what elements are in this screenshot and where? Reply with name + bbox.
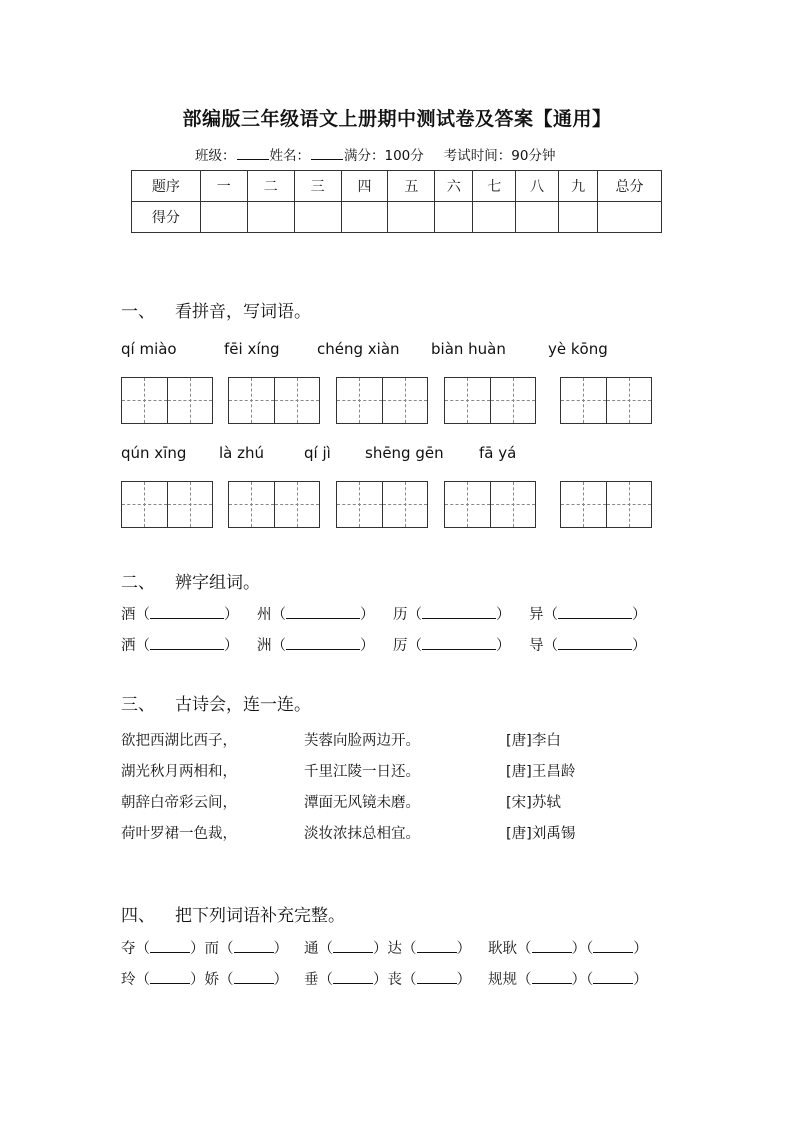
idiom-char: 而 bbox=[204, 941, 219, 957]
section-title: 古诗会，连一连。 bbox=[175, 695, 311, 715]
char-item: 历（ ） bbox=[393, 607, 511, 623]
score-cell[interactable] bbox=[598, 202, 662, 233]
poem-author[interactable]: [宋]苏轼 bbox=[506, 795, 561, 811]
section-title: 辨字组词。 bbox=[175, 573, 260, 593]
exam-time: 考试时间：90分钟 bbox=[443, 148, 556, 164]
score-header-cell: 五 bbox=[388, 171, 435, 202]
char: 酒 bbox=[121, 607, 136, 623]
poem-line-second[interactable]: 淡妆浓抹总相宜。 bbox=[304, 826, 420, 842]
score-cell[interactable] bbox=[388, 202, 435, 233]
section-3-heading bbox=[121, 690, 311, 715]
score-cell[interactable] bbox=[341, 202, 388, 233]
exam-meta bbox=[195, 144, 555, 164]
pinyin-item: là zhú bbox=[219, 444, 265, 462]
section-number: 四、 bbox=[121, 906, 155, 926]
answer-blank[interactable] bbox=[150, 636, 224, 650]
score-header-cell: 一 bbox=[200, 171, 247, 202]
writing-grid[interactable] bbox=[336, 481, 428, 528]
answer-blank[interactable] bbox=[286, 605, 360, 619]
pinyin-item: biàn huàn bbox=[431, 340, 506, 358]
answer-blank[interactable] bbox=[593, 939, 633, 953]
char-item: 洲（ ） bbox=[257, 638, 375, 654]
idiom-char: 玲 bbox=[121, 972, 136, 988]
idiom-char: 通 bbox=[304, 941, 319, 957]
answer-blank[interactable] bbox=[422, 605, 496, 619]
idiom-item: 通（ ）达（ ） bbox=[304, 941, 471, 957]
section-2-heading bbox=[121, 568, 260, 593]
char-item: 洒（ ） bbox=[121, 638, 239, 654]
score-header-row bbox=[132, 171, 662, 202]
answer-blank[interactable] bbox=[333, 939, 373, 953]
score-table bbox=[131, 170, 662, 233]
idiom-char: 达 bbox=[387, 941, 402, 957]
poem-author[interactable]: [唐]刘禹锡 bbox=[506, 826, 576, 842]
idiom-char: 耿耿 bbox=[488, 941, 517, 957]
score-cell[interactable] bbox=[516, 202, 559, 233]
score-header-cell: 总分 bbox=[598, 171, 662, 202]
idiom-char: 丧 bbox=[387, 972, 402, 988]
answer-blank[interactable] bbox=[234, 970, 274, 984]
idiom-item: 垂（ ）丧（ ） bbox=[304, 972, 471, 988]
answer-blank[interactable] bbox=[532, 970, 572, 984]
idiom-item: 玲（ ）娇（ ） bbox=[121, 972, 288, 988]
class-label: 班级： bbox=[195, 148, 236, 164]
score-header-cell: 九 bbox=[559, 171, 598, 202]
name-blank[interactable] bbox=[311, 147, 343, 160]
name-label: 姓名： bbox=[269, 148, 310, 164]
full-score: 满分：100分 bbox=[344, 148, 424, 164]
idiom-char: 规规 bbox=[488, 972, 517, 988]
poem-line-first[interactable]: 欲把西湖比西子， bbox=[121, 733, 237, 749]
answer-blank[interactable] bbox=[234, 939, 274, 953]
score-header-cell: 七 bbox=[473, 171, 516, 202]
pinyin-item: fā yá bbox=[479, 444, 517, 462]
answer-blank[interactable] bbox=[532, 939, 572, 953]
score-row bbox=[132, 202, 662, 233]
char: 州 bbox=[257, 607, 272, 623]
char-item: 酒（ ） bbox=[121, 607, 239, 623]
answer-blank[interactable] bbox=[417, 970, 457, 984]
answer-blank[interactable] bbox=[558, 636, 632, 650]
answer-blank[interactable] bbox=[593, 970, 633, 984]
poem-line-first[interactable]: 朝辞白帝彩云间， bbox=[121, 795, 237, 811]
answer-blank[interactable] bbox=[422, 636, 496, 650]
writing-grid[interactable] bbox=[444, 377, 536, 424]
poem-author[interactable]: [唐]王昌龄 bbox=[506, 764, 576, 780]
score-header-cell: 三 bbox=[294, 171, 341, 202]
score-cell[interactable] bbox=[294, 202, 341, 233]
pinyin-item: shēng gēn bbox=[365, 444, 444, 462]
answer-blank[interactable] bbox=[286, 636, 360, 650]
score-cell[interactable] bbox=[435, 202, 473, 233]
writing-grid[interactable] bbox=[444, 481, 536, 528]
score-cell[interactable] bbox=[247, 202, 294, 233]
score-row-label: 得分 bbox=[132, 202, 201, 233]
char-item: 州（ ） bbox=[257, 607, 375, 623]
answer-blank[interactable] bbox=[150, 939, 190, 953]
poem-line-second[interactable]: 芙蓉向脸两边开。 bbox=[304, 733, 420, 749]
page-title: 部编版三年级语文上册期中测试卷及答案【通用】 bbox=[182, 108, 612, 130]
idiom-item: 夺（ ）而（ ） bbox=[121, 941, 288, 957]
section-title: 看拼音，写词语。 bbox=[175, 302, 311, 322]
score-cell[interactable] bbox=[473, 202, 516, 233]
idiom-char: 娇 bbox=[204, 972, 219, 988]
writing-grid[interactable] bbox=[560, 481, 652, 528]
poem-line-second[interactable]: 潭面无风镜未磨。 bbox=[304, 795, 420, 811]
score-header-cell: 二 bbox=[247, 171, 294, 202]
poem-line-first[interactable]: 湖光秋月两相和， bbox=[121, 764, 237, 780]
char-item: 厉（ ） bbox=[393, 638, 511, 654]
char: 洲 bbox=[257, 638, 272, 654]
section-title: 把下列词语补充完整。 bbox=[175, 906, 345, 926]
char-item: 异（ ） bbox=[529, 607, 647, 623]
score-header-cell: 题序 bbox=[132, 171, 201, 202]
char-item: 导（ ） bbox=[529, 638, 647, 654]
writing-grid[interactable] bbox=[336, 377, 428, 424]
score-header-cell: 六 bbox=[435, 171, 473, 202]
char: 洒 bbox=[121, 638, 136, 654]
writing-grid[interactable] bbox=[560, 377, 652, 424]
score-header-cell: 四 bbox=[341, 171, 388, 202]
poem-author[interactable]: [唐]李白 bbox=[506, 733, 561, 749]
char: 导 bbox=[529, 638, 544, 654]
pinyin-item: yè kōng bbox=[548, 340, 608, 358]
writing-grid[interactable] bbox=[228, 481, 320, 528]
pinyin-item: qí jì bbox=[304, 444, 331, 462]
char: 异 bbox=[529, 607, 544, 623]
poem-line-first[interactable]: 荷叶罗裙一色裁， bbox=[121, 826, 237, 842]
answer-blank[interactable] bbox=[150, 970, 190, 984]
pinyin-item: qí miào bbox=[121, 340, 177, 358]
pinyin-item: fēi xíng bbox=[224, 340, 280, 358]
writing-grid[interactable] bbox=[121, 377, 213, 424]
answer-blank[interactable] bbox=[417, 939, 457, 953]
section-number: 二、 bbox=[121, 573, 155, 593]
section-number: 一、 bbox=[121, 302, 155, 322]
pinyin-item: chéng xiàn bbox=[317, 340, 400, 358]
poem-line-second[interactable]: 千里江陵一日还。 bbox=[304, 764, 420, 780]
idiom-item: 耿耿（ ）（ ） bbox=[488, 941, 648, 957]
class-blank[interactable] bbox=[237, 147, 269, 160]
writing-grid[interactable] bbox=[121, 481, 213, 528]
section-4-heading bbox=[121, 901, 345, 926]
idiom-item: 规规（ ）（ ） bbox=[488, 972, 648, 988]
char: 历 bbox=[393, 607, 408, 623]
writing-grid[interactable] bbox=[228, 377, 320, 424]
pinyin-item: qún xīng bbox=[121, 444, 187, 462]
section-1-heading bbox=[121, 297, 311, 322]
idiom-char: 垂 bbox=[304, 972, 319, 988]
idiom-char: 夺 bbox=[121, 941, 136, 957]
section-number: 三、 bbox=[121, 695, 155, 715]
answer-blank[interactable] bbox=[333, 970, 373, 984]
score-cell[interactable] bbox=[559, 202, 598, 233]
score-cell[interactable] bbox=[200, 202, 247, 233]
answer-blank[interactable] bbox=[150, 605, 224, 619]
char: 厉 bbox=[393, 638, 408, 654]
answer-blank[interactable] bbox=[558, 605, 632, 619]
score-header-cell: 八 bbox=[516, 171, 559, 202]
